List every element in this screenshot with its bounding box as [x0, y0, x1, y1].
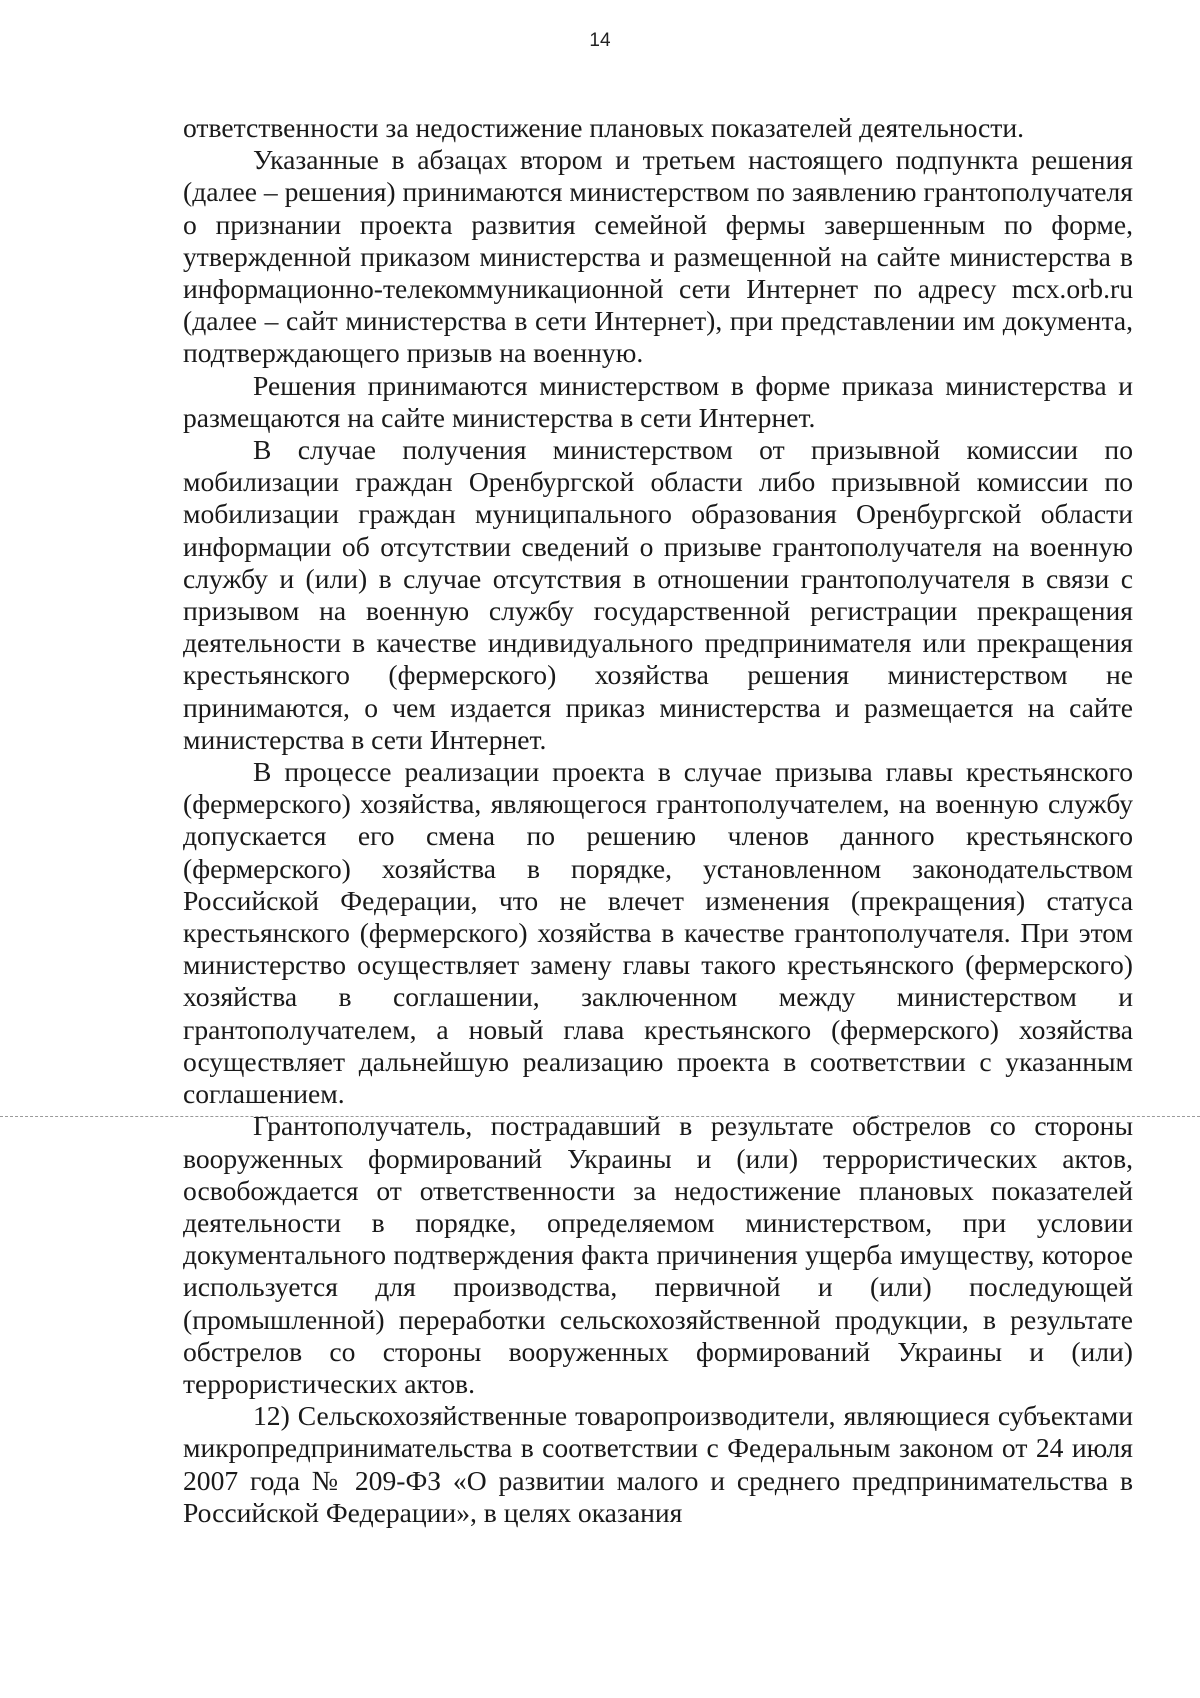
paragraph-conscription-info: В случае получения министерством от призывной комиссии по мобилизации граждан Оренбургской области либо призывной комиссии по мобилизации граждан муниципального образования Оренбургской области информации об отсутствии сведений о призыве грантополучателя на военную службу и (или) в случае отсутствия в отношении грантополучателя в связи с призывом на военную службу государственной регистрации прекращения деятельности в качестве индивидуального предпринимателя или прекращения крестьянского (фермерского) хозяйства решения министерством не принимаются, о чем издается приказ министерства и размещается на сайте министерства в сети Интернет. [183, 434, 1133, 755]
paragraph-decisions-publication: Решения принимаются министерством в форме приказа министерства и размещаются на сайте министерства в сети Интернет. [183, 369, 1133, 433]
paragraph-item-12: 12) Сельскохозяйственные товаропроизводители, являющиеся субъектами микропредпринимательства в соответствии с Федеральным законом от 24 июля 2007 года № 209-ФЗ «О развитии малого и среднего предпринимательства в Российской Федерации», в целях оказания [183, 1400, 1133, 1528]
paragraph-continued: ответственности за недостижение плановых показателей деятельности. [183, 112, 1025, 143]
scan-artifact-line [0, 1116, 1200, 1117]
paragraph-shelling-exemption: Грантополучатель, пострадавший в результате обстрелов со стороны вооруженных формирований Украины и (или) террористических актов, освобождается от ответственности за недостижение плановых показателей деятельности в порядке, определяемом министерством, при условии документального подтверждения факта причинения ущерба имуществу, которое используется для производства, первичной и (или) последующей (промышленной) переработки сельскохозяйственной продукции, в результате обстрелов со стороны вооруженных формирований Украины и (или) террористических актов. [183, 1110, 1133, 1399]
paragraph-decisions: Указанные в абзацах втором и третьем настоящего подпункта решения (далее – решения) принимаются министерством по заявлению грантополучателя о признании проекта развития семейной фермы завершенным по форме, утвержденной приказом министерства и размещенной на сайте министерства в информационно-телекоммуникационной сети Интернет по адресу mcx.orb.ru (далее – сайт министерства в сети Интернет), при представлении им документа, подтверждающего призыв на военную. [183, 144, 1133, 369]
document-body [183, 112, 1133, 1529]
page-number: 14 [589, 30, 611, 51]
paragraph-head-replacement: В процессе реализации проекта в случае призыва главы крестьянского (фермерского) хозяйства, являющегося грантополучателем, на военную службу допускается его смена по решению членов данного крестьянского (фермерского) хозяйства в порядке, установленном законодательством Российской Федерации, что не влечет изменения (прекращения) статуса крестьянского (фермерского) хозяйства в качестве грантополучателя. При этом министерство осуществляет замену главы такого крестьянского (фермерского) хозяйства в соглашении, заключенном между министерством и грантополучателем, а новый глава крестьянского (фермерского) хозяйства осуществляет дальнейшую реализацию проекта в соответствии с указанным соглашением. [183, 756, 1133, 1110]
